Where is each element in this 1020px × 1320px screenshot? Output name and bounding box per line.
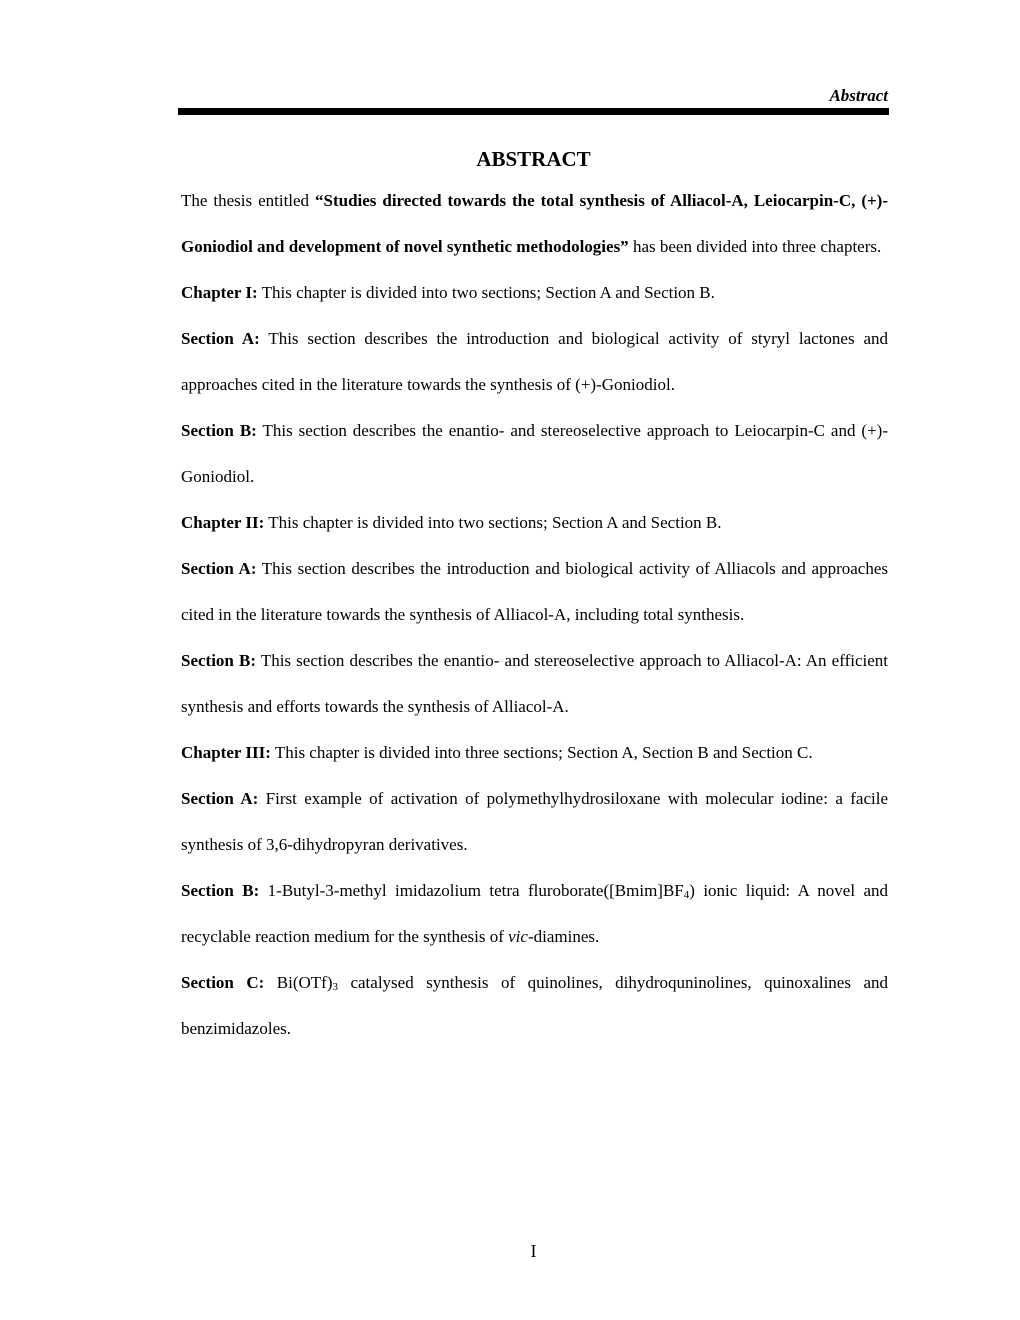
section-text: ) ionic liquid: A novel and recyclable reaction medium for the synthesis of [181,881,889,946]
section-text: This section describes the enantio- and stereoselective approach to Alliacol-A: An efficient synthesis and efforts towards the synthesis of Alliacol-A. [181,651,888,716]
chapter-3-section-c [181,960,888,1052]
section-text: -diamines. [527,927,600,946]
chapter-2-label: Chapter II: [181,513,265,532]
section-text: This section describes the enantio- and stereoselective approach to Leiocarpin-C and (+)-Goniodiol. [181,421,888,486]
chapter-2-section-a [181,546,888,638]
chapter-2-text: This chapter is divided into two sections; Section A and Section B. [264,513,722,532]
chapter-1-section-b [181,408,888,500]
section-text: catalysed synthesis of quinolines, dihydroquninolines, quinoxalines and benzimidazoles. [181,973,888,1038]
chapter-3-section-a [181,776,888,868]
running-header: Abstract [829,86,888,105]
section-label: Section A: [181,329,260,348]
chapter-1-section-a [181,316,888,408]
thesis-title: “Studies directed towards the total synthesis of Alliacol-A, Leiocarpin-C, (+)-Goniodiol and development of novel synthetic methodologies” [181,191,888,256]
chapter-1-text: This chapter is divided into two sections; Section A and Section B. [257,283,715,302]
section-label: Section A: [181,559,257,578]
section-label: Section B: [181,421,257,440]
section-text: First example of activation of polymethylhydrosiloxane with molecular iodine: a facile synthesis of 3,6-dihydropyran derivatives. [181,789,888,854]
section-text: Bi(OTf) [264,973,333,992]
chapter-3-label: Chapter III: [181,743,271,762]
intro-prefix: The thesis entitled [181,191,316,210]
abstract-body [181,178,888,1052]
chapter-1-paragraph [181,270,888,316]
section-label: Section C: [181,973,265,992]
header-rule [178,108,889,115]
section-text: 1-Butyl-3-methyl imidazolium tetra fluroborate([Bmim]BF [259,881,684,900]
section-label: Section B: [181,881,260,900]
intro-suffix: has been divided into three chapters. [628,237,882,256]
page-number: I [530,1241,537,1261]
section-text: This section describes the introduction and biological activity of Alliacols and approaches cited in the literature towards the synthesis of Alliacol-A, including total synthesis. [181,559,888,624]
chapter-3-text: This chapter is divided into three sections; Section A, Section B and Section C. [270,743,813,762]
intro-paragraph [181,178,888,270]
page-title: ABSTRACT [476,147,591,171]
chapter-3-paragraph [181,730,888,776]
chapter-3-section-b [181,868,888,960]
chapter-2-section-b [181,638,888,730]
chapter-1-label: Chapter I: [181,283,258,302]
section-label: Section A: [181,789,259,808]
italic-term: vic [508,927,528,946]
subscript: 4 [683,889,690,901]
chapter-2-paragraph [181,500,888,546]
subscript: 3 [332,981,338,993]
section-label: Section B: [181,651,257,670]
section-text: This section describes the introduction and biological activity of styryl lactones and approaches cited in the literature towards the synthesis of (+)-Goniodiol. [181,329,888,394]
